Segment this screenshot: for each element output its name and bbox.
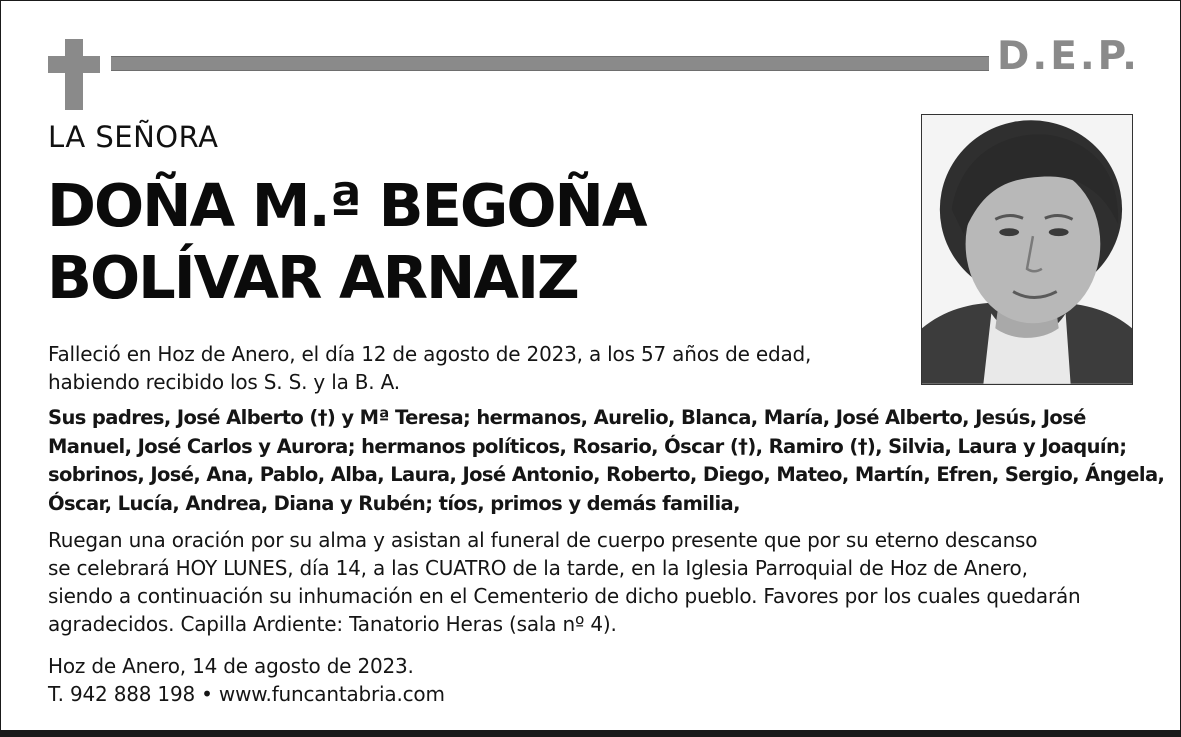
- text-line: Ruegan una oración por su alma y asistan al funeral de cuerpo presente que por su eterno descanso: [48, 528, 1038, 552]
- text-line: se celebrará HOY LUNES, día 14, a las CUATRO de la tarde, en la Iglesia Parroquial de Hoz de Anero,: [48, 556, 1028, 580]
- name-line: BOLÍVAR ARNAIZ: [47, 243, 578, 312]
- deceased-name: [47, 170, 646, 314]
- text-line: Falleció en Hoz de Anero, el día 12 de agosto de 2023, a los 57 años de edad,: [48, 342, 812, 366]
- portrait-photo: [921, 114, 1133, 385]
- dep-label: D.E.P.: [997, 34, 1140, 79]
- text-line: Sus padres, José Alberto (†) y Mª Teresa; hermanos, Aurelio, Blanca, María, José Alberto, Jesús, José: [48, 406, 1086, 429]
- text-line: agradecidos. Capilla Ardiente: Tanatorio Heras (sala nº 4).: [48, 612, 617, 636]
- cross-icon-bar: [48, 56, 100, 73]
- cross-icon: [65, 39, 83, 110]
- text-line: Manuel, José Carlos y Aurora; hermanos políticos, Rosario, Óscar (†), Ramiro (†), Silvia, Laura y Joaquín;: [48, 434, 1127, 458]
- text-line: habiendo recibido los S. S. y la B. A.: [48, 370, 400, 394]
- name-line: DOÑA M.ª BEGOÑA: [47, 171, 646, 240]
- death-announcement: [48, 340, 811, 396]
- footer-info: [48, 652, 445, 708]
- text-line: siendo a continuación su inhumación en el Cementerio de dicho pueblo. Favores por los cuales quedarán: [48, 584, 1081, 608]
- contact-line: T. 942 888 198 • www.funcantabria.com: [48, 682, 445, 706]
- place-date: Hoz de Anero, 14 de agosto de 2023.: [48, 654, 414, 678]
- header-rule: [111, 56, 989, 71]
- family-list: [48, 404, 1164, 518]
- funeral-details: [48, 526, 1081, 638]
- text-line: Óscar, Lucía, Andrea, Diana y Rubén; tíos, primos y demás familia,: [48, 491, 740, 515]
- bottom-border: [1, 730, 1180, 736]
- intro-title: LA SEÑORA: [48, 120, 219, 154]
- text-line: sobrinos, José, Ana, Pablo, Alba, Laura, José Antonio, Roberto, Diego, Mateo, Martín, Efren, Sergio, Ángela,: [48, 463, 1165, 486]
